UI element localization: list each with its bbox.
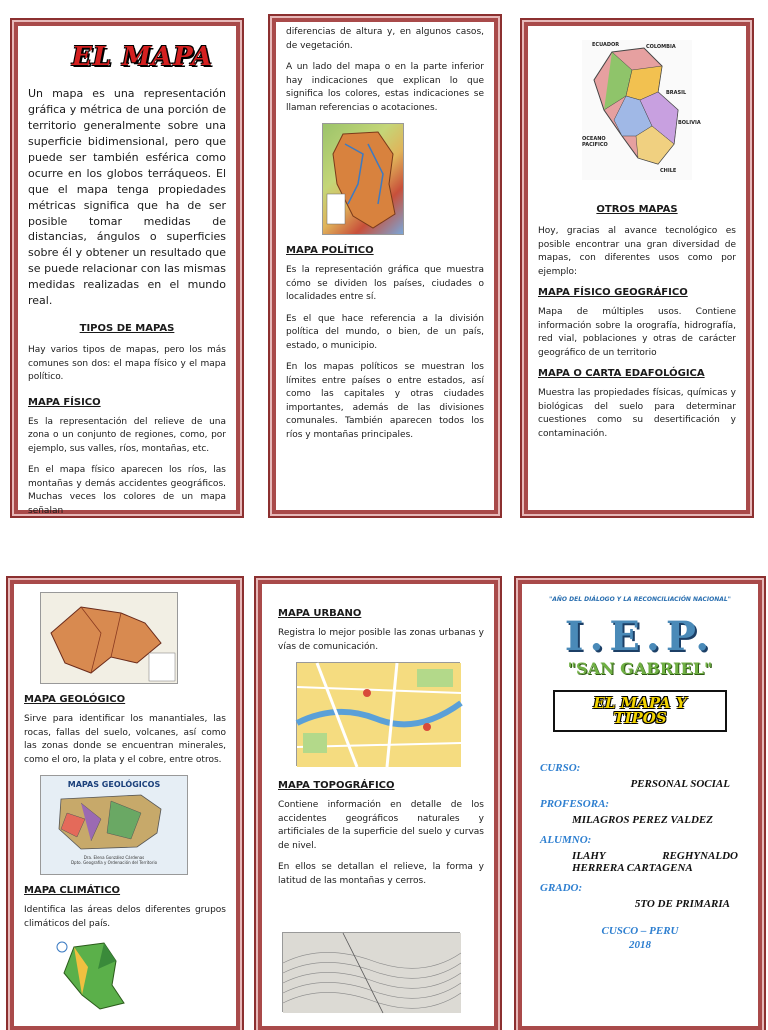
alumno-label: ALUMNO: [540,834,592,846]
geological-maps-image [40,775,188,875]
fisico-p1: Es la representación del relieve de una zona o un conjunto de regiones, como, por ejemplo, sus valles, ríos, montañas, etc. [28,416,226,454]
political-map-image [322,123,404,235]
continued-text: diferencias de altura y, en algunos casos, de vegetación. [286,27,484,51]
profesora-value: MILAGROS PEREZ VALDEZ [572,814,713,826]
footer-place [532,924,748,953]
edafologica-heading: MAPA O CARTA EDAFOLÓGICA [538,368,705,379]
profesora-label: PROFESORA: [540,798,610,810]
climatico-text: Identifica las áreas delos diferentes grupos climáticos del país. [24,905,226,929]
peru-regions-map-image [582,40,701,180]
alumno-value: ILAHY REGHYNALDO HERRERA CARTAGENA [572,850,738,874]
panel-mapa-politico [272,18,498,514]
geo-image-credit2: Dpto. Geografía y Ordenación del Territorio [70,860,158,865]
grado-value: 5TO DE PRIMARIA [634,898,730,910]
map-label-oceano: OCEANO PACIFICO [582,136,608,148]
curso-label: CURSO: [540,762,581,774]
grado-label: GRADO: [540,882,583,894]
tipos-text: Hay varios tipos de mapas, pero los más comunes son dos: el mapa físico y el mapa político. [28,345,226,383]
map-label-brasil: BRASIL [666,90,687,96]
climatico-heading: MAPA CLIMÁTICO [24,885,121,896]
panel-mapa-urbano [258,580,498,1030]
footer-year: 2018 [629,939,651,952]
school-name: "SAN GABRIEL" [567,659,713,678]
topographic-map-image [282,932,460,1012]
main-title: EL MAPA [72,42,213,72]
geologico-heading: MAPA GEOLÓGICO [24,694,126,705]
geo-image-title: MAPAS GEOLÓGICOS [67,780,161,789]
panel-cover [518,580,762,1030]
urbano-text: Registra lo mejor posible las zonas urbanas y vías de comunicación. [278,628,484,652]
politico-p1: Es la representación gráfica que muestra cómo se dividen los países, ciudades o localidades entre sí. [286,265,484,302]
intro-paragraph: Un mapa es una representación gráfica y métrica de una porción de territorio generalmente sobre una superficie bidimensional, pero que puede ser también esférica como ocurre en los globos terráqueos. El que el mapa tenga propiedades métricas significa que ha de ser posible tomar medidas de distancias, ángulos o superficies sobre él y obtener un resultado que se puede relacionar con las mismas medidas realizadas en el mundo real. [28,87,226,308]
topografico-heading: MAPA TOPOGRÁFICO [278,780,395,791]
fisico-geografico-text: Mapa de múltiples usos. Contiene información sobre la orografía, hidrografía, red vial, poblaciones y otras de carácter geográfico de un territorio [538,307,736,358]
climate-map-image [54,939,134,1011]
referencias-text: A un lado del mapa o en la parte inferior hay indicaciones que explican lo que significa los colores, estas indicaciones se llaman referencias o acotaciones. [286,62,484,113]
topic-title: EL MAPA Y TIPOS [593,694,687,727]
otros-text: Hoy, gracias al avance tecnológico es posible encontrar una gran diversidad de mapas, con diferentes usos como por ejemplo: [538,226,736,277]
fisico-geografico-heading: MAPA FÍSICO GEOGRÁFICO [538,287,688,298]
panel-mapa-geologico [10,580,240,1030]
year-motto: "AÑO DEL DIÁLOGO Y LA RECONCILIACIÓN NACIONAL" [549,596,731,603]
map-label-chile: CHILE [660,168,677,174]
geo-image-credit1: Dra. Elena González Cárdenas [83,855,145,860]
urbano-heading: MAPA URBANO [278,608,362,619]
iep-title: I.E.P. [564,613,716,660]
edafologica-text: Muestra las propiedades físicas, químicas y biológicas del suelo para determinar cuestiones como su desertificación y contaminación. [538,388,736,439]
topic-box [553,690,727,732]
map-label-bolivia: BOLIVIA [678,120,701,126]
politico-p3: En los mapas políticos se muestran los límites entre países o entre estados, así como las capitales y otras ciudades importantes, además de las divisiones comunales. También aparecen todos los ríos y montañas principales. [286,362,484,440]
topografico-p1: Contiene información en detalle de los accidentes geográficos naturales y artificiales de la superficie del suelo y curvas de nivel. [278,800,484,851]
footer-city: CUSCO – PERU [601,925,679,937]
otros-heading: OTROS MAPAS [596,204,678,215]
map-label-colombia: COLOMBIA [646,44,676,50]
panel-el-mapa [14,22,240,514]
map-label-ecuador: ECUADOR [592,42,620,48]
panel-otros-mapas [524,22,750,514]
geologico-text: Sirve para identificar los manantiales, las rocas, fallas del suelo, volcanes, así como las zonas donde se encuentran minerales, como el oro, la plata y el cobre, entre otros. [24,714,226,765]
politico-p2: Es el que hace referencia a la división política del mundo, o bien, de un país, estado, o municipio. [286,313,484,351]
politico-heading: MAPA POLÍTICO [286,245,374,256]
tipos-heading: TIPOS DE MAPAS [79,323,175,335]
fisico-heading: MAPA FÍSICO [28,396,101,408]
fisico-p2: En el mapa físico aparecen los ríos, las montañas y demás accidentes geográficos. Muchas veces los colores de un mapa señalan [28,465,226,516]
physical-map-image [40,592,178,684]
urban-map-image [296,662,460,766]
curso-value: PERSONAL SOCIAL [630,778,730,790]
topografico-p2: En ellos se detallan el relieve, la forma y latitud de las montañas y cerros. [278,862,484,886]
